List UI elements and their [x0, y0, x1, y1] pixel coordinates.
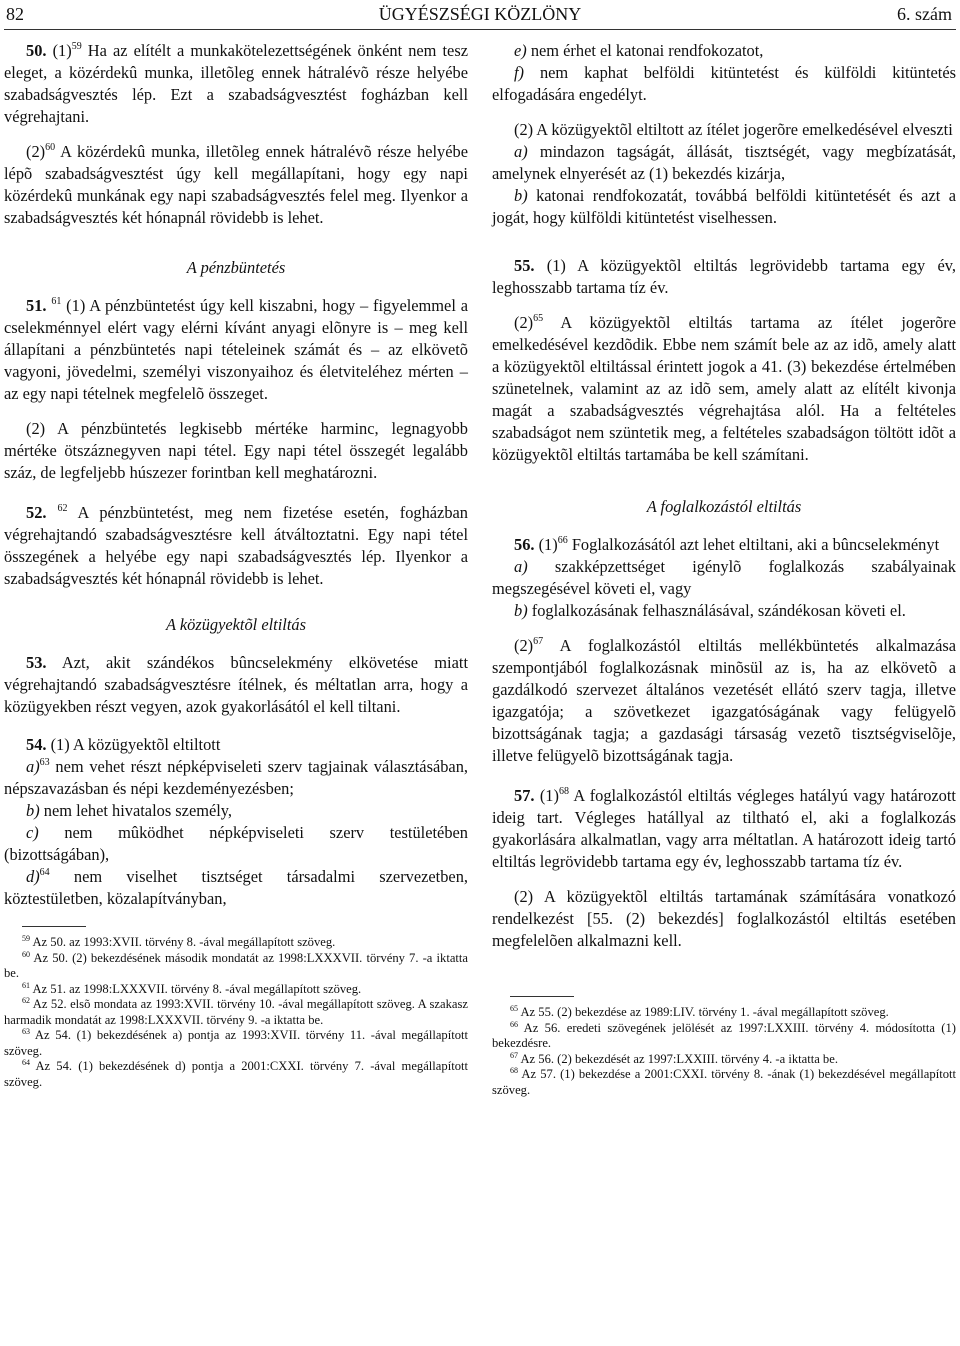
list-item: b) foglalkozásának felhasználásával, szándékosan követi el.	[514, 601, 906, 620]
footnote: $^{61}$ Az 51. az 1998:LXXXVII. törvény 8. -ával megállapított szöveg.	[22, 980, 362, 996]
section-54-intro: 54. (1) A közügyektõl eltiltott	[26, 735, 221, 754]
section-55-paragraph-1: 55. (1) A közügyektõl eltiltás legrövidebb tartama egy év, leghosszabb tartama tíz év.	[492, 256, 956, 297]
footnote: $^{66}$ Az 56. eredeti szövegének jelölését az 1997:LXXIII. törvény 4. módosította (1) bekezdésre.	[492, 1019, 956, 1050]
section-number: 53.	[26, 653, 47, 672]
section-54-paragraph-2: (2) A közügyektõl eltiltott az ítélet jogerõre emelkedésével elveszti a) mindazon tagságát, állását, tisztségét, vagy megbízatását, amelynek elnyerését az (1) bekezdés kizárja, b) katonai rendfokozatát, továbbá belföldi kitüntetését és azt a jogát, hogy külföldi kitüntetést viselhessen.	[492, 120, 956, 227]
section-51-paragraph-2: (2) A pénzbüntetés legkisebb mértéke harminc, legnagyobb mértéke ötszáznegyven napi tétel. Egy napi tétel összegét legalább száz, de legfeljebb húszezer forintban kell meghatározni.	[4, 419, 468, 482]
list-item: a)$^{63}$ nem vehet részt népképviseleti szerv tagjainak választásában, népszavazásban és népi kezdeményezésben;	[4, 757, 468, 798]
footnote-ref[interactable]: 63	[39, 757, 50, 768]
section-number: 57.	[514, 786, 535, 805]
list-item: a) mindazon tagságát, állását, tisztségét, vagy megbízatását, amelynek elnyerését az (1) bekezdés kizárja,	[492, 142, 956, 183]
list-item: a) szakképzettséget igénylõ foglalkozás szabályainak megszegésével követi el, vagy	[492, 557, 956, 598]
footnote: $^{63}$ Az 54. (1) bekezdésének a) pontja az 1993:XVII. törvény 11. -ával megállapított szöveg.	[4, 1027, 468, 1058]
footnote-ref[interactable]: 60	[45, 142, 56, 153]
heading-kozugyektol-eltiltas: A közügyektõl eltiltás	[166, 615, 306, 634]
list-item: f) nem kaphat belföldi kitüntetést és külföldi kitüntetés elfogadására engedélyt.	[492, 63, 956, 104]
section-53-paragraph: 53. Azt, akit szándékos bûncselekmény elkövetése miatt végrehajtandó szabadságvesztésre ítélnek, és méltatlan arra, hogy a közügyekben részt vegyen, azok gyakorlásától el kell tiltani.	[4, 653, 468, 716]
footnote: $^{62}$ Az 52. elsõ mondata az 1993:XVII. törvény 10. -ával megállapított szöveg. A szakasz harmadik mondatát az 1998:LXXXVII. törvény 9. -a iktatta be.	[4, 996, 468, 1027]
list-item: c) nem mûködhet népképviseleti szerv testületében (bizottságában),	[4, 823, 468, 864]
section-number: 52.	[26, 503, 47, 522]
section-number: 56.	[514, 535, 535, 554]
heading-foglalkozastol-eltiltas: A foglalkozástól eltiltás	[646, 497, 802, 516]
footnote: $^{59}$ Az 50. az 1993:XVII. törvény 8. -ával megállapított szöveg.	[22, 934, 336, 949]
section-54-list	[4, 734, 468, 910]
page-header	[4, 2, 956, 28]
heading-penzbuntetes: A pénzbüntetés	[186, 258, 286, 277]
section-56-list	[492, 534, 956, 622]
footnote-ref[interactable]: 64	[39, 867, 50, 878]
section-57-paragraph-1: 57. $(1)^{68}$ A foglalkozástól eltiltás végleges hatályú vagy határozott ideig tart. Végleges hatállyal az tiltható el, aki a foglalkozás gyakorlására alkalmatlan, vagy arra méltatlan. A határozott ideig tartó eltiltás legrövidebb tartama egy év, leghosszabb tartama tíz év.	[492, 786, 956, 871]
footnote: $^{67}$ Az 56. (2) bekezdését az 1997:LXXIII. törvény 4. -a iktatta be.	[510, 1050, 838, 1066]
footnote-ref[interactable]: 59	[71, 41, 82, 52]
footnote-ref[interactable]: 66	[557, 535, 568, 546]
footnotes-left	[4, 935, 468, 1090]
list-item: b) katonai rendfokozatát, továbbá belföldi kitüntetését és azt a jogát, hogy külföldi kitüntetést viselhessen.	[492, 186, 956, 227]
section-55-paragraph-2: $(2)^{65}$ A közügyektõl eltiltás tartama az ítélet jogerõre emelkedésével kezdõdik. Ebbe nem számít bele az az idõ, amely alatt a közügyektõl eltiltással érintett jogok a 41. (3) bekezdése értelmében szünetelnek, valamint az az idõ sem, amely alatt az elítélt kivonja magát a szabadságvesztés végrehajtása alól. Ha a feltételes szabadságot nem szüntetik meg, a feltételes szabadságon töltött idõt a közügyektõl eltiltás tartamába be kell számítani.	[492, 313, 956, 464]
section-51-paragraph-1: 51. $^{61}$ (1) A pénzbüntetést úgy kell kiszabni, hogy – figyelemmel a cselekménnyel elért vagy elérni kívánt anyagi elõnyre is – meg kell állapítani a pénzbüntetés napi tételeinek számát és – az elkövetõ vagyoni, jövedelmi, személyi viszonyaihoz és életviteléhez mérten – az egy napi tételnek megfelelõ összeget.	[4, 296, 468, 403]
footnote: $^{65}$ Az 55. (2) bekezdése az 1989:LIV. törvény 1. -ával megállapított szöveg.	[510, 1004, 889, 1019]
footnote-ref[interactable]: 65	[533, 313, 544, 324]
footnote: $^{60}$ Az 50. (2) bekezdésének második mondatát az 1998:LXXXVII. törvény 7. -a iktatta be.	[4, 949, 468, 980]
page-number: 82	[6, 4, 24, 24]
section-54-list-continued	[492, 40, 956, 106]
section-number: 54.	[26, 735, 47, 754]
header-rule	[4, 29, 956, 30]
footnotes-right	[492, 1005, 956, 1098]
section-50-paragraph-1: 50. $(1)^{59}$ Ha az elítélt a munkakötelezettségének önként nem tesz eleget, a közérdekû munka, illetõleg ennek hátralévõ része helyébe szabadságvesztés lép. Ezt a szabadságvesztést fogházban kell végrehajtani.	[4, 41, 468, 126]
footnote-rule	[22, 926, 86, 927]
section-52-paragraph: 52. $^{62}$ A pénzbüntetést, meg nem fizetése esetén, fogházban végrehajtandó szabadságvesztésre kell átváltoztatni. Egy napi tétel összegének a helyébe egy napi szabadságvesztés lép. Ilyenkor a szabadságvesztés két hónapnál rövidebb is lehet.	[4, 503, 468, 588]
footnote-rule	[510, 996, 574, 997]
footnote-ref[interactable]: 62	[57, 503, 68, 514]
footnote-ref[interactable]: 68	[558, 786, 569, 797]
left-column	[4, 40, 468, 1090]
section-57-paragraph-2: (2) A közügyektõl eltiltás tartamának számítására vonatkozó rendelkezést [55. (2) bekezdés] foglalkozástól eltiltás esetében megfelelõen alkalmazni kell.	[492, 887, 956, 950]
footnote: $^{64}$ Az 54. (1) bekezdésének d) pontja a 2001:CXXI. törvény 7. -ával megállapított szöveg.	[4, 1058, 468, 1089]
list-item: d)$^{64}$ nem viselhet tisztséget társadalmi szervezetben, köztestületben, közalapítványban,	[4, 867, 468, 908]
footnote: $^{68}$ Az 57. (1) bekezdése a 2001:CXXI. törvény 8. -ának (1) bekezdésével megállapított szöveg.	[492, 1066, 956, 1097]
publication-title: ÜGYÉSZSÉGI KÖZLÖNY	[378, 4, 582, 24]
section-50-paragraph-2: $(2)^{60}$ A közérdekû munka, illetõleg ennek hátralévõ része helyébe lépõ szabadságvesztést úgy kell megállapítani, hogy egy napi közérdekû munkának egy napi szabadságvesztés felel meg. Ilyenkor a szabadságvesztés két hónapnál rövidebb is lehet.	[4, 142, 468, 227]
section-56-intro: 56. $(1)^{66}$ Foglalkozásától azt lehet eltiltani, aki a bûncselekményt	[514, 535, 940, 554]
section-number: 51.	[26, 296, 47, 315]
right-column	[492, 40, 956, 1098]
list-item: b) nem lehet hivatalos személy,	[26, 801, 233, 820]
footnote-ref[interactable]: 67	[533, 636, 544, 647]
list-item: e) nem érhet el katonai rendfokozatot,	[514, 41, 764, 60]
section-number: 50.	[26, 41, 47, 60]
footnote-ref[interactable]: 61	[51, 296, 62, 307]
section-56-paragraph-2: $(2)^{67}$ A foglalkozástól eltiltás mellékbüntetés alkalmazása szempontjából foglalkozásnak minõsül az is, ha az elkövetõ a gazdálkodó szervezet általános vezetését ellátó szerv tagja, illetve igazgatója; a szövetkezet igazgatóságának vagy felügyelõ bizottságának tagja; a gazdasági társaság vezetõ tisztségviselõje, illetve felügyelõ bizottságának tagja.	[492, 636, 956, 765]
section-number: 55.	[514, 256, 535, 275]
issue-number: 6. szám	[897, 4, 952, 24]
